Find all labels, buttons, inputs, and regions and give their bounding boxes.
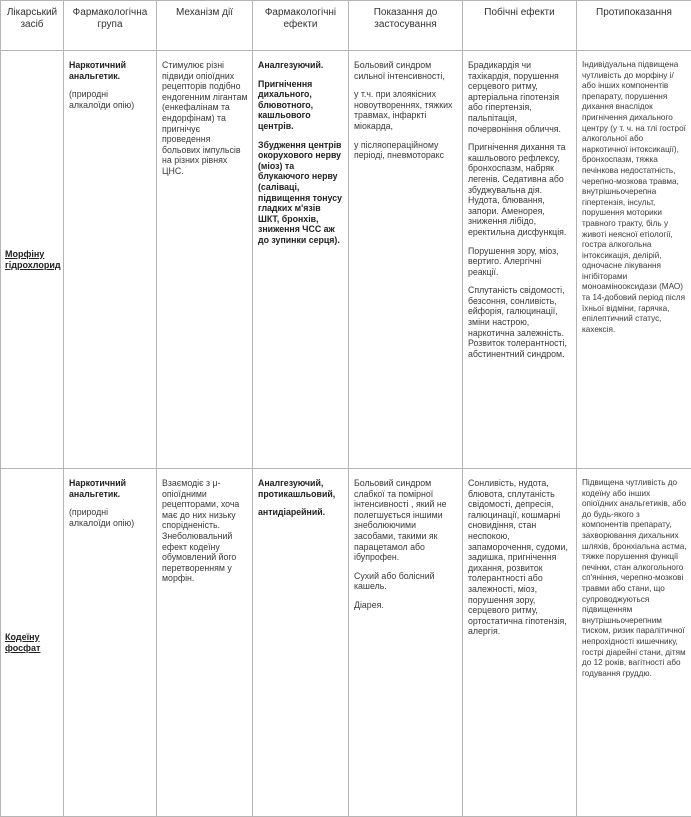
side-effect-item: Порушення зору, міоз, вертиго. Алергічні реакції. xyxy=(468,246,572,278)
effects-cell xyxy=(253,51,349,469)
group-cell xyxy=(64,469,157,817)
effect-item: Пригнічення дихального, блювотного, кашльового центрів. xyxy=(258,79,344,132)
group-sub: (природні алкалоїди опію) xyxy=(69,507,152,528)
indication-item: Сухий або болісний кашель. xyxy=(354,571,458,592)
indications-cell xyxy=(349,469,463,817)
contraindications-text: Індивідуальна підвищена чутливість до морфіну і/або інших компонентів препарату, порушення дихання внаслідок пригнічення дихального центру (у т. ч. на тлі гострої алкогольної або наркотичної інтоксикації), бронхоспазм, тяжка печінкова недостатність, черепно-мозкова травма, внутрішньочерепна гіпертензія, інсульт, порушення моторики травного тракту, біль у животі неясної етіології, гостра алкогольна інтоксикація, делірій, одночасне лікування інгібіторами моноамінооксидази (МАО) та 14-добовий період після їхньої відміни, гарячка, епілептичний статус, кахексія. xyxy=(582,60,687,335)
indication-item: у післяопераційному періоді, пневмоторакс xyxy=(354,140,458,161)
side-effects-cell xyxy=(463,51,577,469)
table-row-morphine xyxy=(1,51,691,469)
indication-item: Діарея. xyxy=(354,600,458,611)
effects-cell xyxy=(253,469,349,817)
header-contraindications: Протипоказання xyxy=(577,1,691,51)
side-effects-cell xyxy=(463,469,577,817)
side-effect-item: Сплутаність свідомості, безсоння, сонливість, ейфорія, галюцинації, зміни настрою, наркотична залежність. Розвиток толерантності, абстинентний синдром. xyxy=(468,285,572,359)
side-effect-item: Сонливість, нудота, блювота, сплутаність свідомості, депресія, галюцинації, кошмарні сновидіння, стан неспокою, запаморочення, судоми, задишка, пригнічення дихання, розвиток толерантності або залежності, міоз, порушення зору, серцевого ритму, ортостатична гіпотензія, алергія. xyxy=(468,478,572,637)
group-sub: (природні алкалоїди опію) xyxy=(69,89,152,110)
header-indications: Показання до застосування xyxy=(349,1,463,51)
contraindications-cell xyxy=(577,51,691,469)
contraindications-cell xyxy=(577,469,691,817)
effect-item: Аналгезуючий. xyxy=(258,60,344,71)
table-row-codeine xyxy=(1,469,691,817)
indication-item: Больовий синдром сильної інтенсивності, xyxy=(354,60,458,81)
effect-item: Збудження центрів окорухового нерву (міоз) та блукаючого нерву (саліваці, підвищення тонусу гладких м'язів ШКТ, бронхів, зниження ЧСС аж до зупинки серця). xyxy=(258,140,344,246)
header-effects: Фармакологічні ефекти xyxy=(253,1,349,51)
drug-link-codeine[interactable]: Кодеїну фосфат xyxy=(5,632,40,653)
group-main: Наркотичний анальгетик. xyxy=(69,478,152,499)
drug-cell xyxy=(1,469,64,817)
indication-item: у т.ч. при злоякісних новоутвореннях, тяжких травмах, інфаркті міокарда, xyxy=(354,89,458,131)
side-effect-item: Пригнічення дихання та кашльового рефлексу, бронхоспазм, набряк легенів. Седативна або збуджувальна дія. Нудота, блювання, запори. Аменорея, зниження лібідо, еректильна дисфункція. xyxy=(468,142,572,237)
effect-item: антидіарейний. xyxy=(258,507,344,518)
drug-cell xyxy=(1,51,64,469)
group-main: Наркотичний анальгетик. xyxy=(69,60,152,81)
mechanism-text: Стимулює різні підвиди опіоїдних рецепторів подібно ендогенним лігантам (енкефалінам та ендорфінам) та пригнічує проведення больових імпульсів на різних рівнях ЦНС. xyxy=(162,60,248,177)
mechanism-cell xyxy=(157,469,253,817)
mechanism-text: Взаємодіє з μ-опіоїдними рецепторами, хоча має до них низьку спорідненість. Знеболювальний ефект кодеїну обумовлений його перетворенням у морфін. xyxy=(162,478,248,584)
header-mechanism: Механізм дії xyxy=(157,1,253,51)
mechanism-cell xyxy=(157,51,253,469)
side-effect-item: Брадикардія чи тахікардія, порушення серцевого ритму, артеріальна гіпотензія або гіпертензія, пальпітація, почервоніння обличчя. xyxy=(468,60,572,134)
indications-cell xyxy=(349,51,463,469)
header-side-effects: Побічні ефекти xyxy=(463,1,577,51)
header-row xyxy=(1,1,691,51)
drug-link-morphine[interactable]: Морфіну гідрохлорид xyxy=(5,249,61,270)
indication-item: Больовий синдром слабкої та помірної інтенсивності , який не полегшується іншими знеболюючими засобами, такими як парацетамол або ібупрофен. xyxy=(354,478,458,563)
group-cell xyxy=(64,51,157,469)
effect-item: Аналгезуючий, протикашльовий, xyxy=(258,478,344,499)
contraindications-text: Підвищена чутливість до кодеїну або інших опіоїдних анальгетиків, або до будь-якого з компонентів препарату, захворювання дихальних шляхів, бронхіальна астма, тяжке порушення функції печінки, стан алкогольного сп'яніння, черепно-мозкові травми або стани, що супроводжуються підвищенням внутрішньочерепним тиском, ризик паралітичної непрохідності кишечнику, гострі діарейні стани, дітям до 12 років, вагітності або годування груддю. xyxy=(582,478,687,679)
header-drug: Лікарський засіб xyxy=(1,1,64,51)
header-pharm-group: Фармакологічна група xyxy=(64,1,157,51)
